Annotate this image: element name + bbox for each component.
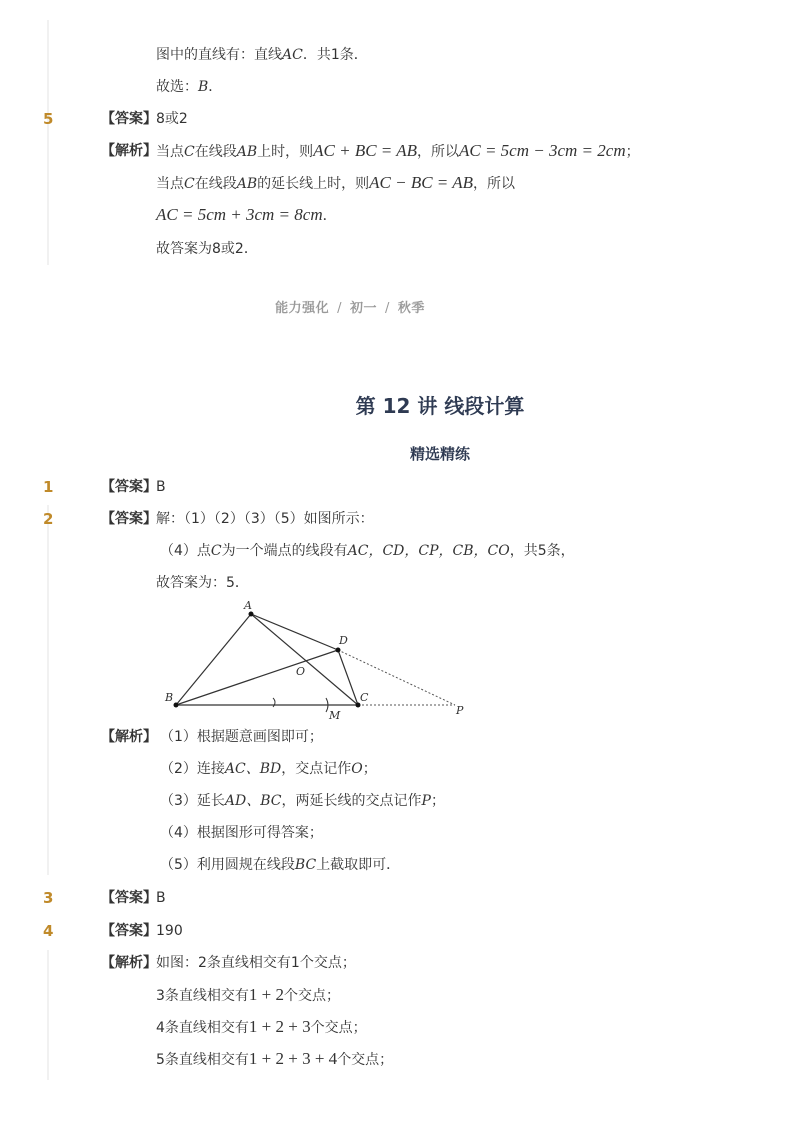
text-line: [156, 77, 222, 97]
label-c: C: [360, 691, 369, 704]
text-line: [160, 791, 445, 811]
math-expression: AC = 5cm + 3cm = 8cm: [156, 205, 323, 224]
answer-text: B: [156, 890, 166, 906]
answer-tag: 【答案】: [101, 511, 157, 527]
label-p: P: [456, 704, 464, 717]
footer-separator: /: [337, 301, 342, 316]
text: （2）连接: [160, 761, 225, 777]
page-footer: [0, 297, 700, 316]
text: 当点: [156, 144, 184, 160]
text: ，两延长线的交点记作: [281, 793, 422, 809]
footer-separator: /: [385, 301, 390, 316]
text-line: 故答案为：5．: [156, 575, 249, 591]
text-line: [156, 205, 337, 226]
text-line: 如图：2条直线相交有1个交点；: [156, 955, 356, 971]
text: 的延长线上时，则: [257, 176, 370, 192]
geometry-figure: [160, 598, 480, 723]
point-d: [336, 648, 341, 653]
text: ，共5条，: [509, 543, 575, 559]
text-line: 故答案为8或2．: [156, 241, 258, 257]
question-number: 5: [43, 110, 54, 128]
variable: C: [184, 144, 195, 160]
text: 5条直线相交有: [156, 1052, 249, 1068]
lesson-title: 第 12 讲 线段计算: [355, 394, 525, 418]
text: 个交点；: [284, 988, 341, 1004]
text: ．共1条．: [302, 47, 368, 63]
text-line: [156, 173, 515, 194]
answer-text: 190: [156, 923, 183, 939]
segment-ad: [251, 614, 338, 650]
label-o: O: [296, 665, 306, 678]
text: 当点: [156, 176, 184, 192]
text: ；: [430, 793, 445, 809]
math-expression: AC + BC = AB: [313, 141, 417, 160]
text: 在线段: [194, 144, 237, 160]
point-a: [249, 612, 254, 617]
variable: BC: [294, 857, 317, 873]
analysis-tag: 【解析】: [101, 143, 157, 159]
segment-bd: [176, 650, 338, 705]
point-b: [174, 703, 179, 708]
text-line: [156, 985, 340, 1006]
question-number: 2: [43, 510, 54, 528]
variable: B: [198, 79, 209, 95]
text: ．: [208, 79, 223, 95]
text-line: [160, 541, 575, 561]
variable: AB: [236, 144, 258, 160]
variable: AC: [282, 47, 303, 63]
question-number: 3: [43, 889, 54, 907]
variable: O: [351, 761, 363, 777]
analysis-tag: 【解析】: [101, 955, 157, 971]
variable: AC、BD: [224, 761, 282, 777]
text: 图中的直线有：直线: [156, 47, 282, 63]
answer-tag: 【答案】: [101, 890, 157, 906]
answer-text: 8或2: [156, 111, 188, 127]
left-margin-bar: [47, 950, 49, 1080]
label-a: A: [244, 599, 252, 612]
text: （5）利用圆规在线段: [160, 857, 295, 873]
segment-list: AC，CD，CP，CB，CO: [347, 543, 510, 559]
text: 上截取即可．: [316, 857, 401, 873]
text: ，所以: [472, 176, 515, 192]
text-line: [156, 1017, 367, 1038]
text-line: [160, 855, 400, 875]
question-number: 4: [43, 922, 54, 940]
math-expression: 1 + 2: [248, 985, 285, 1004]
text: （3）延长: [160, 793, 225, 809]
text: 在线段: [194, 176, 237, 192]
label-b: B: [165, 691, 174, 704]
math-expression: 1 + 2 + 3 + 4: [248, 1049, 338, 1068]
text-line: [156, 45, 368, 65]
text: 上时，则: [257, 144, 314, 160]
text: ．: [322, 208, 337, 224]
footer-text: 能力强化: [275, 301, 330, 316]
variable: AB: [236, 176, 258, 192]
section-title: 精选精练: [409, 445, 470, 463]
text: ，所以: [416, 144, 459, 160]
math-expression: 1 + 2 + 3: [248, 1017, 311, 1036]
text: ；: [625, 144, 640, 160]
footer-text: 初一: [349, 301, 377, 316]
answer-text: 解：（1）（2）（3）（5）如图所示：: [156, 511, 374, 527]
label-m: M: [329, 709, 341, 722]
text: 故选：: [156, 79, 198, 95]
left-margin-bar: [47, 20, 49, 265]
label-d: D: [339, 634, 348, 647]
answer-text: B: [156, 479, 166, 495]
analysis-tag: 【解析】: [101, 729, 157, 745]
text: ，交点记作: [281, 761, 352, 777]
text-line: [156, 1049, 393, 1070]
text: 4条直线相交有: [156, 1020, 249, 1036]
text: 3条直线相交有: [156, 988, 249, 1004]
math-expression: AC − BC = AB: [369, 173, 473, 192]
text: 个交点；: [310, 1020, 367, 1036]
answer-tag: 【答案】: [101, 111, 157, 127]
text-line: （4）根据图形可得答案；: [160, 825, 323, 841]
variable: C: [184, 176, 195, 192]
segment-ab: [176, 614, 251, 705]
question-number: 1: [43, 478, 54, 496]
compass-arc: [273, 698, 275, 707]
answer-tag: 【答案】: [101, 923, 157, 939]
variable: AD、BC: [224, 793, 282, 809]
variable: C: [210, 543, 222, 559]
text: （4）点: [160, 543, 211, 559]
text: 个交点；: [337, 1052, 394, 1068]
left-margin-bar: [47, 505, 49, 875]
text-line: （1）根据题意画图即可；: [160, 729, 323, 745]
text: ；: [362, 761, 377, 777]
math-expression: AC = 5cm − 3cm = 2cm: [458, 141, 626, 160]
answer-tag: 【答案】: [101, 479, 157, 495]
variable: P: [421, 793, 431, 809]
footer-text: 秋季: [397, 301, 425, 316]
text-line: [156, 141, 640, 162]
text: 为一个端点的线段有: [221, 543, 348, 559]
text-line: [160, 759, 377, 779]
